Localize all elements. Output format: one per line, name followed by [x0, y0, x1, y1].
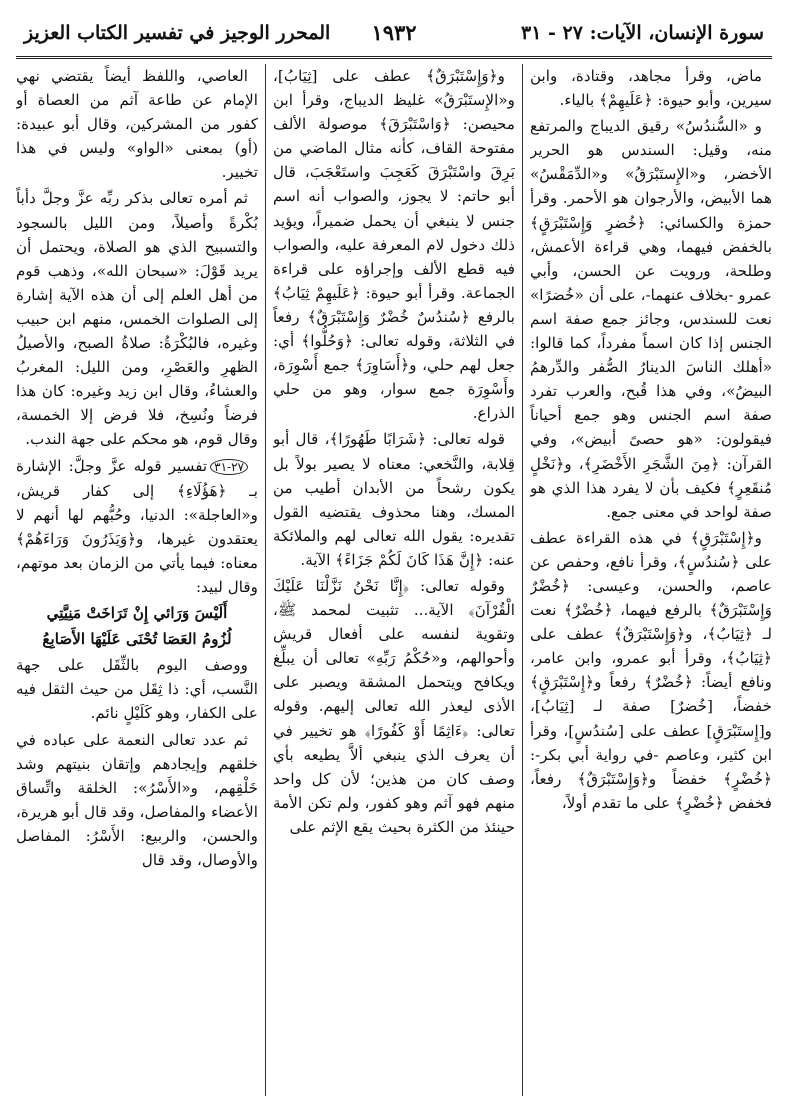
- paragraph: قوله تعالى: ﴿شَرَابًا طَهُورًا﴾، قال أبو قِلابة، والنَّخعي: معناه لا يصير بولاً بل يكون رشحاً من الأبدان أطيب من المسك، وهنا محذوف يقتضيه القول تقديره: يقول الله تعالى لهم والملائكة عنه: ﴿إِنَّ هَذَا كَانَ لَكُمْ جَزَاءً﴾ الآية.: [273, 430, 515, 569]
- column-left: [16, 64, 258, 1096]
- paragraph: ثم أمره تعالى بذكر ربِّه عزَّ وجلَّ دأباً بُكْرةً وأصيلاً، ومن الليل بالسجود والتسبيح الذي هو الصلاة، ويحتمل أن يريد قَوْلَ: «سبحان الله»، وذهب قوم من أهل العلم إلى أن هذه الآية إشارة إلى الصلوات الخمس، منهم ابن حبيب وغيره، فالبُكْرَةُ: صلاةُ الصبح، والأصيلُ الظهرِ والعَصْرِ، ومن الليل: المغربُ والعشاءُ، وقال ابن زيد وغيره: كان هذا فرضاً ونُسِخ، فلا فرض إلا الخمسة، وقال قوم، هو محكم على جهة الندب.: [16, 189, 258, 449]
- ayah-number-marker: ٢٧-٣١: [210, 459, 248, 475]
- column-middle: [273, 64, 515, 1096]
- page-number: ١٩٣٢: [371, 20, 417, 45]
- page-header: [16, 14, 772, 54]
- surah-info: سورة الإنسان، الآيات: ٢٧ - ٣١: [521, 22, 764, 44]
- paragraph: ماض، وقرأ مجاهد، وقتادة، وابن سيرين، وأبو حيوة: ﴿عَلَيهِمْ﴾ بالياء.: [530, 67, 772, 110]
- column-divider: [522, 64, 523, 1096]
- paragraph: العاصي، واللفظ أيضاً يقتضي نهي الإمام عن طاعة آثم من العصاة أو كفور من المشركين، وقال أبو عبيدة: (أو) بمعنى «الواو» وليس في هذا تخيير.: [16, 67, 258, 182]
- poem-line: أَلَيْسَ وَرَائي إِنْ تَرَاخَتْ مَنِيَّتِي: [46, 604, 228, 623]
- column-right: [530, 64, 772, 1096]
- paragraph-text: تفسير قوله عزَّ وجلَّ: الإشارة بـ ﴿هَؤُلَاءِ﴾ إلى كفار قريش، و«العاجلة»: الدنيا، وحُبُّهم لها أنهم لا يعتقدون غيرها، و﴿وَيَذَرُونَ وَرَاءَهُمْ﴾ معناه: فيما يأتي من الزمان بعد موتهم، وقال لبيد:: [16, 456, 258, 596]
- paragraph: و﴿إِسْتَبْرَقٍ﴾ في هذه القراءة عطف على ﴿سُندُسٍ﴾، وقرأ نافع، وحفص عن عاصم، والحسن، وعيسى: ﴿خُضْرٌ وَإِسْتَبْرَقٌ﴾ بالرفع فيهما، ﴿خُضْرٌ﴾ نعت لـ ﴿ثِيَابُ﴾، و﴿وَإِسْتَبْرَقٌ﴾ عطف على ﴿ثِيَابُ﴾، وقرأ أبو عمرو، وابن عامر، ونافع أيضاً: ﴿خُضْرٌ﴾ رفعاً و﴿إِسْتَبْرَقٍ﴾ خفضاً، [خُضرٌ] صفة لـ [ثِيَابُ]، و[إِستَبْرَقٍ] عطف على [سُندُسٍ]، وقرأ ابن كثير، وعاصم -في رواية أبي بكر-: ﴿خُضْرٍ﴾ خفضاً و﴿وَإِسْتَبْرَقٌ﴾ رفعاً، فخفض ﴿خُضْرٍ﴾ على ما تقدم أولاً،: [530, 528, 772, 812]
- book-title: المحرر الوجيز في تفسير الكتاب العزيز: [24, 22, 331, 44]
- paragraph: [16, 454, 258, 600]
- paragraph: ثم عدد تعالى النعمة على عباده في خلقهم وإيجادهم وإتقان بنيتهم وشد خَلْقِهم، و«الأَسْرُ»: الخلقة واتِّساق الأعضاء والمفاصل، وقد قال أبو هريرة، والحسن، والربيع: الأَسْرُ: المفاصل والأوصال، وقد قال: [16, 730, 258, 869]
- paragraph: ووصف اليوم بالثِّقَل على جهة النَّسب، أي: ذا ثِقَل من حيث الثقل فيه على الكفار، وهو كَلَيْلٍ نائم.: [16, 656, 258, 723]
- text-columns: [16, 64, 772, 1096]
- paragraph: و «السُّندُسُ» رقيق الديباج والمرتفع منه، وقيل: السندس هو الحرير الأخضر، و«الإِستَبْرَقُ» و«الدِّمَقْسُ» هما الأبيض، والأرجوان هو الأحمر. وقرأ حمزة والكسائي: ﴿خُضرٍ وَإِسْتَبْرَقٍ﴾ بالخفض فيهما، وهي قراءة الأعمش، وطلحة، ورويت عن الحسن، وأبي عمرو -بخلاف عنهما-، على أن «خُضرًا» نعت للسندس، وجائز جمع صفة اسم الجنس إذا كان اسماً مفرداً، كما قالوا: «أهلك الناسَ الدينارُ الصُّفر والدِّرهمُ البيضُ»، وفي هذا قُبح، والعرب تفرد صفة اسم الجنس وهو جمع أحياناً فيقولون: «هو حصىً أبيض»، وفي القرآن: ﴿مِنَ الشَّجَرِ الأَخْضَرِ﴾، و﴿نَخْلٍ مُنقَعِرٍ﴾ فكيف بأن لا يفرد هذا الذي هو صفة لواحد في معنى جمع.: [530, 117, 772, 521]
- header-rule: [16, 56, 772, 59]
- column-divider: [265, 64, 266, 1096]
- paragraph: و﴿وَإِسْتَبْرَقٌ﴾ عطف على [ثِيَابُ]، و«الإِستَبْرَقُ» غليظ الديباج، وقرأ ابن محيصن: ﴿وَاسْتَبْرَقَ﴾ موصولة الألف مفتوحة القاف، كأنه مثال الماضي من بَرِقَ واسْتَبْرَقَ كَعَجِبَ واستَعْجَبَ، قال أبو حاتم: لا يجوز، والصواب أنه اسم جنس لا ينبغي أن يحمل ضميراً، ويؤيد ذلك دخول لام المعرفة عليه، والصواب فيه قطع الألف وإجراؤه على قراءة الجماعة. وقرأ أبو حيوة: ﴿عَلَيهِمْ ثِيَابُ﴾ بالرفع ﴿سُندُسٌ خُضْرٌ وَإِسْتَبْرَقٌ﴾ رفعاً في الثلاثة، وقوله تعالى: ﴿وَحُلُّوا﴾ أي: جعل لهم حلي، و﴿أَسَاوِرَ﴾ جمع أَسْوِرَة، وأَسْوِرَة جمع سوار، وهو من حلي الذراع.: [273, 67, 515, 423]
- poem-line: لُزُومُ العَصَا تُحْنَى عَلَيْهَا الأَصَابِعُ: [42, 630, 232, 649]
- paragraph: وقوله تعالى: ﴿إِنَّا نَحْنُ نَزَّلْنَا عَلَيْكَ الْقُرْآنَ﴾ الآية... تثبيت لمحمد ﷺ، وتقوية لنفسه على أفعال قريش وأحوالهم، و«حُكْمُ رَبِّهِ» تعالى أن يبلِّغ ويكافح ويتحمل المشقة ويصبر على الأذى ليعذر الله تعالى إليهم. وقوله تعالى: ﴿ءَاثِمًا أَوْ كَفُورًا﴾ هو تخيير في أن يعرف الذي ينبغي ألاَّ يطيعه بأي وصف كان من هذين؛ لأن كل واحد منهم فهو آثم وهو كفور، ولم تكن الأمة حينئذ من الكثرة بحيث يقع الإثم على: [273, 576, 515, 836]
